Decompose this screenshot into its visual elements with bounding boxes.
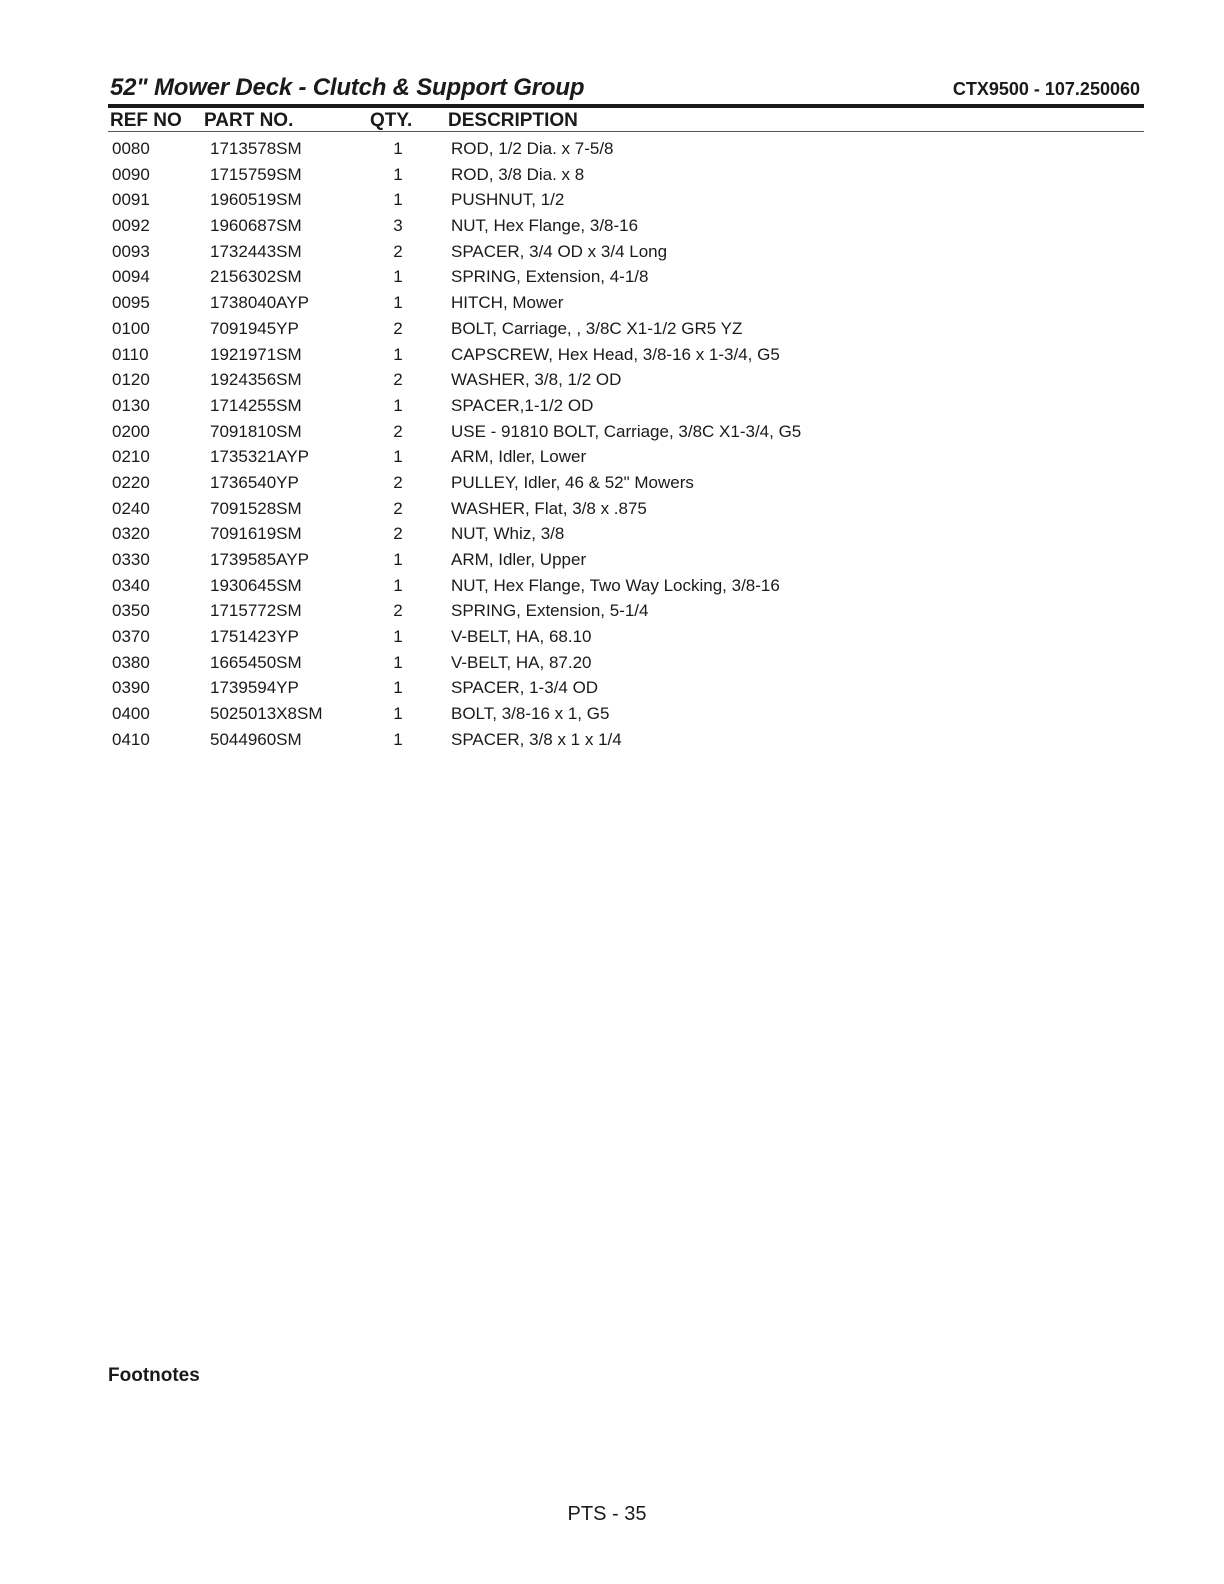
table-row [108, 419, 1144, 445]
table-row [108, 444, 1144, 470]
description-cell: SPACER,1-1/2 OD [451, 395, 594, 415]
description-cell: BOLT, 3/8-16 x 1, G5 [451, 704, 610, 724]
table-row [108, 598, 1144, 624]
table-row [108, 496, 1144, 522]
description-cell: BOLT, Carriage, , 3/8C X1-1/2 GR5 YZ [451, 318, 743, 338]
ref-no-cell: 0370 [112, 627, 150, 647]
table-row [108, 701, 1144, 727]
part-no-cell: 1714255SM [210, 395, 302, 415]
description-cell: PULLEY, Idler, 46 & 52" Mowers [451, 472, 694, 492]
qty-cell: 2 [393, 498, 403, 518]
qty-cell: 2 [393, 370, 403, 390]
qty-cell: 1 [393, 627, 403, 647]
table-header [108, 110, 1144, 132]
footnotes-heading: Footnotes [108, 1365, 200, 1386]
qty-cell: 1 [393, 678, 403, 698]
ref-no-cell: 0090 [112, 164, 150, 184]
part-no-cell: 7091528SM [210, 498, 302, 518]
description-cell: SPRING, Extension, 5-1/4 [451, 601, 649, 621]
table-row [108, 239, 1144, 265]
part-no-cell: 1751423YP [210, 627, 299, 647]
table-row [108, 624, 1144, 650]
description-cell: SPRING, Extension, 4-1/8 [451, 267, 649, 287]
part-no-cell: 1736540YP [210, 472, 299, 492]
description-cell: NUT, Whiz, 3/8 [451, 524, 565, 544]
qty-cell: 1 [393, 729, 403, 749]
ref-no-cell: 0400 [112, 704, 150, 724]
qty-cell: 2 [393, 524, 403, 544]
table-row [108, 521, 1144, 547]
table-row [108, 727, 1144, 753]
table-row [108, 316, 1144, 342]
ref-no-cell: 0100 [112, 318, 150, 338]
table-row [108, 162, 1144, 188]
description-cell: PUSHNUT, 1/2 [451, 190, 565, 210]
description-cell: V-BELT, HA, 87.20 [451, 652, 592, 672]
qty-cell: 1 [393, 652, 403, 672]
table-row [108, 290, 1144, 316]
part-no-cell: 2156302SM [210, 267, 302, 287]
ref-no-cell: 0340 [112, 575, 150, 595]
description-cell: SPACER, 3/4 OD x 3/4 Long [451, 241, 668, 261]
part-no-cell: 1930645SM [210, 575, 302, 595]
qty-cell: 1 [393, 447, 403, 467]
table-row [108, 573, 1144, 599]
part-no-cell: 7091810SM [210, 421, 302, 441]
model-number: CTX9500 - 107.250060 [952, 79, 1140, 99]
part-no-cell: 1715772SM [210, 601, 302, 621]
page-title: 52" Mower Deck - Clutch & Support Group [110, 74, 585, 101]
description-cell: NUT, Hex Flange, 3/8-16 [451, 216, 639, 236]
part-no-cell: 1739594YP [210, 678, 299, 698]
ref-no-cell: 0130 [112, 395, 150, 415]
description-cell: CAPSCREW, Hex Head, 3/8-16 x 1-3/4, G5 [451, 344, 780, 364]
qty-cell: 2 [393, 241, 403, 261]
page-number: PTS - 35 [567, 1503, 647, 1525]
table-row [108, 367, 1144, 393]
qty-cell: 1 [393, 293, 403, 313]
part-no-cell: 7091945YP [210, 318, 299, 338]
table-row [108, 264, 1144, 290]
description-cell: WASHER, 3/8, 1/2 OD [451, 370, 622, 390]
ref-no-cell: 0330 [112, 550, 150, 569]
table-row [108, 470, 1144, 496]
qty-cell: 1 [393, 575, 403, 595]
description-cell: ROD, 1/2 Dia. x 7-5/8 [451, 139, 614, 158]
description-cell: V-BELT, HA, 68.10 [451, 627, 592, 647]
part-no-cell: 1665450SM [210, 652, 302, 672]
ref-no-cell: 0120 [112, 370, 150, 390]
qty-cell: 1 [393, 139, 403, 158]
column-header-description: DESCRIPTION [448, 110, 578, 131]
qty-cell: 2 [393, 472, 403, 492]
table-row [108, 650, 1144, 676]
ref-no-cell: 0091 [112, 190, 150, 210]
table-row [108, 342, 1144, 368]
description-cell: USE - 91810 BOLT, Carriage, 3/8C X1-3/4, G5 [451, 421, 802, 441]
qty-cell: 1 [393, 704, 403, 724]
table-row [108, 675, 1144, 701]
qty-cell: 1 [393, 267, 403, 287]
qty-cell: 2 [393, 601, 403, 621]
ref-no-cell: 0110 [112, 344, 149, 364]
ref-no-cell: 0350 [112, 601, 150, 621]
ref-no-cell: 0320 [112, 524, 150, 544]
ref-no-cell: 0380 [112, 652, 150, 672]
description-cell: NUT, Hex Flange, Two Way Locking, 3/8-16 [451, 575, 780, 595]
ref-no-cell: 0095 [112, 293, 150, 313]
column-header-part-no: PART NO. [204, 110, 294, 131]
ref-no-cell: 0410 [112, 729, 150, 749]
part-no-cell: 1739585AYP [210, 550, 309, 569]
qty-cell: 2 [393, 318, 403, 338]
description-cell: ARM, Idler, Lower [451, 447, 587, 467]
ref-no-cell: 0200 [112, 421, 150, 441]
part-no-cell: 7091619SM [210, 524, 302, 544]
part-no-cell: 1715759SM [210, 164, 302, 184]
ref-no-cell: 0210 [112, 447, 150, 467]
table-row [108, 393, 1144, 419]
part-no-cell: 1924356SM [210, 370, 302, 390]
qty-cell: 1 [393, 190, 403, 210]
column-header-ref-no: REF NO [110, 110, 182, 131]
qty-cell: 2 [393, 421, 403, 441]
part-no-cell: 5044960SM [210, 729, 302, 749]
ref-no-cell: 0240 [112, 498, 150, 518]
part-no-cell: 1732443SM [210, 241, 302, 261]
part-no-cell: 1735321AYP [210, 447, 309, 467]
ref-no-cell: 0390 [112, 678, 150, 698]
ref-no-cell: 0080 [112, 139, 150, 158]
description-cell: HITCH, Mower [451, 293, 564, 313]
part-no-cell: 1713578SM [210, 139, 302, 158]
column-header-qty: QTY. [370, 110, 413, 131]
part-no-cell: 1960519SM [210, 190, 302, 210]
parts-table [108, 136, 1144, 753]
page-header [108, 74, 1144, 104]
part-no-cell: 1960687SM [210, 216, 302, 236]
qty-cell: 1 [393, 395, 403, 415]
part-no-cell: 5025013X8SM [210, 704, 323, 724]
table-row [108, 213, 1144, 239]
ref-no-cell: 0093 [112, 241, 150, 261]
ref-no-cell: 0092 [112, 216, 150, 236]
qty-cell: 1 [393, 164, 403, 184]
description-cell: WASHER, Flat, 3/8 x .875 [451, 498, 647, 518]
table-row [108, 547, 1144, 573]
description-cell: ROD, 3/8 Dia. x 8 [451, 164, 585, 184]
part-no-cell: 1738040AYP [210, 293, 309, 313]
title-divider [108, 104, 1144, 108]
table-row [108, 187, 1144, 213]
description-cell: SPACER, 3/8 x 1 x 1/4 [451, 729, 622, 749]
qty-cell: 3 [393, 216, 403, 236]
description-cell: ARM, Idler, Upper [451, 550, 587, 569]
part-no-cell: 1921971SM [210, 344, 302, 364]
qty-cell: 1 [393, 344, 403, 364]
ref-no-cell: 0220 [112, 472, 150, 492]
ref-no-cell: 0094 [112, 267, 150, 287]
qty-cell: 1 [393, 550, 403, 569]
table-row [108, 136, 1144, 162]
description-cell: SPACER, 1-3/4 OD [451, 678, 599, 698]
